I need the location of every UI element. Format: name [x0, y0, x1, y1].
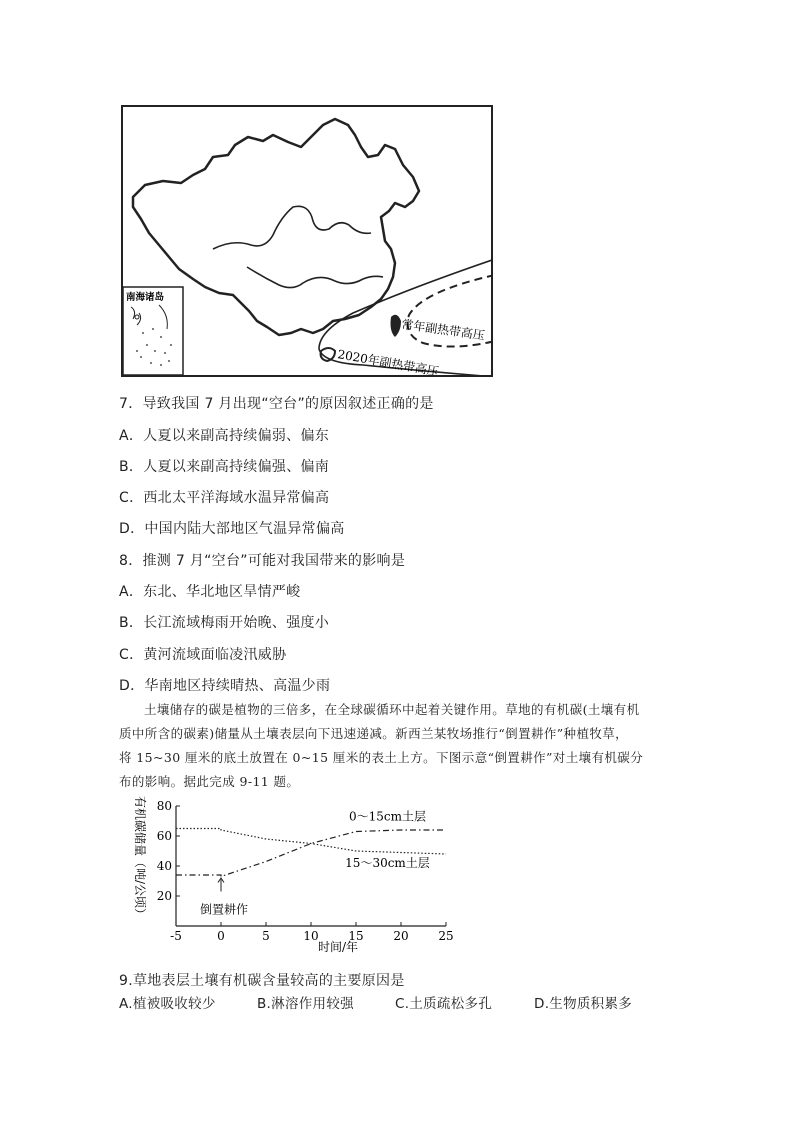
carbon-chart — [118, 796, 468, 958]
passage-line-1: 土壤储存的碳是植物的三倍多，在全球碳循环中起着关键作用。草地的有机碳(土壤有机 — [144, 702, 640, 717]
q7-option-a[interactable]: A．人夏以来副高持续偏弱、偏东 — [119, 428, 330, 444]
q7-stem: 7．导致我国 7 月出现“空台”的原因叙述正确的是 — [119, 396, 434, 412]
x-tick-label: 0 — [217, 929, 225, 943]
passage-line-2: 质中所含的碳素)储量从土壤表层向下迅速递减。新西兰某牧场推行“倒置耕作”种植牧草， — [119, 726, 629, 741]
x-tick-label: 5 — [262, 929, 270, 943]
china-map — [121, 105, 493, 377]
q9-option-c[interactable]: C.土质疏松多孔 — [395, 996, 493, 1012]
q8-option-c[interactable]: C．黄河流域面临凌汛威胁 — [119, 647, 287, 663]
annotation-label: 倒置耕作 — [199, 902, 249, 917]
taiwan-island — [391, 315, 402, 337]
q9-option-d[interactable]: D.生物质积累多 — [534, 996, 633, 1012]
y-tick-label: 60 — [156, 829, 172, 843]
q9-stem: 9.草地表层土壤有机碳含量较高的主要原因是 — [119, 973, 405, 989]
label-2020-subtropical-high: 2020年副热带高压 — [336, 347, 440, 375]
y-tick-label: 20 — [156, 889, 172, 903]
x-tick-label: 25 — [438, 929, 454, 943]
yangtze-river — [247, 267, 383, 288]
x-tick-label: -5 — [170, 929, 182, 943]
yellow-river — [213, 206, 371, 249]
q7-option-d[interactable]: D．中国内陆大部地区气温异常偏高 — [119, 521, 345, 537]
y-axis-label: 有机碳储量（吨/公顷） — [133, 796, 147, 921]
x-tick-label: 10 — [303, 929, 319, 943]
x-tick-label: 15 — [348, 929, 364, 943]
series-line-2 — [176, 829, 446, 855]
q7-option-b[interactable]: B．人夏以来副高持续偏强、偏南 — [119, 459, 330, 475]
q8-stem: 8．推测 7 月“空台”可能对我国带来的影响是 — [119, 553, 406, 569]
series-label-15-30cm: 15～30cm土层 — [345, 856, 430, 870]
y-tick-label: 80 — [156, 799, 172, 813]
passage-line-3: 将 15~30 厘米的底土放置在 0~15 厘米的表土上方。下图示意“倒置耕作”对土壤有机碳分 — [119, 750, 644, 765]
china-map-drawing — [123, 107, 491, 375]
x-axis-label: 时间/年 — [317, 940, 359, 954]
label-normal-subtropical-high: 常年副热带高压 — [400, 317, 486, 343]
q9-option-a[interactable]: A.植被吸收较少 — [119, 996, 216, 1012]
carbon-chart-svg — [118, 796, 468, 958]
q8-option-d[interactable]: D．华南地区持续晴热、高温少雨 — [119, 678, 331, 694]
inset-label: 南海诸岛 — [126, 292, 165, 303]
series-label-0-15cm: 0～15cm土层 — [348, 809, 427, 824]
q8-option-b[interactable]: B．长江流域梅雨开始晚、强度小 — [119, 615, 330, 631]
y-tick-label: 40 — [156, 859, 172, 873]
q8-option-a[interactable]: A．东北、华北地区旱情严峻 — [119, 584, 301, 600]
q7-option-c[interactable]: C．西北太平洋海域水温异常偏高 — [119, 490, 330, 506]
q9-option-b[interactable]: B.淋溶作用较强 — [257, 996, 354, 1012]
passage-line-4: 布的影响。据此完成 9-11 题。 — [119, 774, 300, 789]
x-tick-label: 20 — [393, 929, 409, 943]
